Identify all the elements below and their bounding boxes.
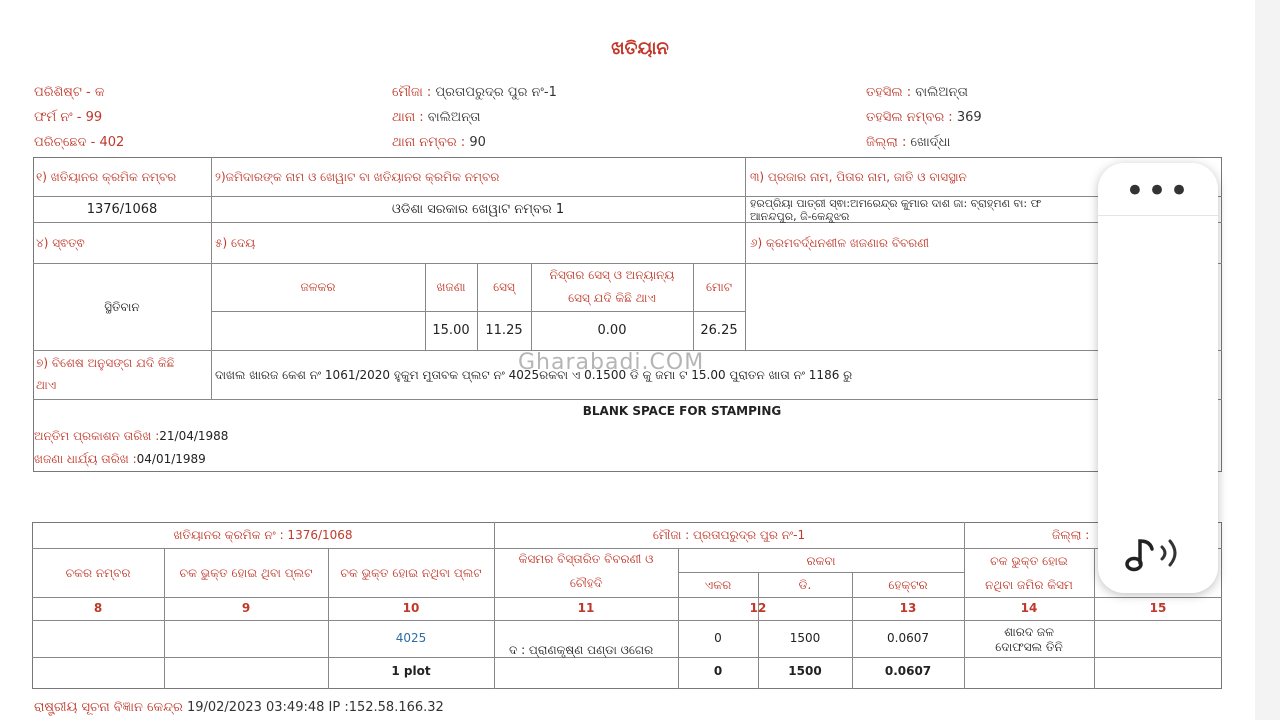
col-chaka-number: ଚକର ନମ୍ବର <box>65 566 131 580</box>
plot-description: ଦ : ପ୍ରାଣକୃଷ୍ଣ ପଣ୍ଡା ଓଗେର <box>509 643 654 657</box>
music-note-icon[interactable] <box>1118 533 1198 573</box>
header-form-no: ଫର୍ମ ନଂ - 99 <box>34 110 103 125</box>
col-nistar-line2: ସେସ୍ ଯଦି କିଛି ଥାଏ <box>568 291 656 305</box>
col-kisam-line1: କିସମର ବିସ୍ତାରିତ ବିବରଣୀ ଓ <box>518 552 654 566</box>
footer <box>34 700 444 715</box>
col-ses: ସେସ୍ <box>493 280 515 294</box>
total-plots: 1 plot <box>391 664 431 678</box>
plot-table-district: ଜିଲ୍ଲା : <box>1052 528 1090 542</box>
col-land-kisam-line2: ନଥିବା ଜମିର କିସମ <box>985 578 1073 592</box>
blank-space-label: BLANK SPACE FOR STAMPING <box>582 404 782 418</box>
col-decimal: ଡି. <box>798 578 812 592</box>
col-kisam-line2: ଚୌହଦି <box>569 576 603 590</box>
header-tahasil: ତହସିଲ : ବାଲିଅନ୍ତା <box>866 85 968 100</box>
header-parishishta: ପରିଶିଷ୍ଟ - କ <box>34 85 105 100</box>
col-number: 15 <box>1149 601 1167 615</box>
page-title: ଖତିୟାନ <box>611 38 669 59</box>
header-thana-number: ଥାନା ନମ୍ବର : 90 <box>392 135 486 150</box>
footer-timestamp: 19/02/2023 03:49:48 IP :152.58.166.32 <box>186 700 444 715</box>
acre-value: 0 <box>714 631 722 645</box>
mot-value: 26.25 <box>700 323 738 338</box>
col-mot: ମୋଟ <box>705 280 733 294</box>
col-acre: ଏକର <box>704 578 732 592</box>
screen-edge <box>1255 0 1280 720</box>
col-number: 11 <box>577 601 595 615</box>
col-deya-header: ୫) ଦେୟ <box>215 236 256 250</box>
khajana-value: 15.00 <box>432 323 470 338</box>
header-parichheda: ପରିଚ୍ଛେଦ - 402 <box>34 135 125 150</box>
swatwa-value: ସ୍ଥିତିବାନ <box>104 300 140 314</box>
panel-divider <box>1098 215 1218 216</box>
col-kramabardhana-header: ୬) କ୍ରମବର୍ଦ୍ଧନଶୀଳ ଖଜଣାର ବିବରଣୀ <box>750 236 929 250</box>
praja-value-line2: ଆନନ୍ଦପୁର, ଜି-କେନ୍ଦୁଝର <box>750 210 850 223</box>
khajana-assessment-date: ଖଜଣା ଧାର୍ଯ୍ୟ ତାରିଖ :04/01/1989 <box>34 452 206 466</box>
col-number: 8 <box>93 601 103 615</box>
col-khajana: ଖଜଣା <box>436 280 466 294</box>
final-publication-date: ଅନ୍ତିମ ପ୍ରକାଶନ ତାରିଖ :21/04/1988 <box>34 429 229 443</box>
col-khatiyan-number-header: ୧) ଖତିୟାନର କ୍ରମିକ ନମ୍ବର <box>36 170 177 184</box>
col-special-header-line1: ୭) ବିଶେଷ ଅନୁସଙ୍ଗ ଯଦି କିଛି <box>36 356 175 370</box>
col-number: 12 <box>749 601 767 615</box>
land-kisam-line2: ଦୋଫସଲ ତିନି <box>995 640 1063 654</box>
land-kisam-line1: ଶାରଦ ଜଳ <box>1004 625 1054 639</box>
zamindar-value: ଓଡିଶା ସରକାର ଖେୱାଟ ନମ୍ବର 1 <box>391 202 565 217</box>
plot-table-mouza: ମୌଜା : ପ୍ରତାପରୁଦ୍ର ପୁର ନଂ-1 <box>652 528 806 542</box>
col-plot-in-chaka: ଚକ ଭୁକ୍ତ ହୋଇ ଥିବା ପ୍ଲଟ <box>179 566 313 580</box>
col-number: 13 <box>899 601 917 615</box>
ses-value: 11.25 <box>485 323 523 338</box>
total-decimal: 1500 <box>788 664 822 678</box>
header-district: ଜିଲ୍ଲା : ଖୋର୍ଦ୍ଧା <box>866 135 951 150</box>
col-number: 9 <box>241 601 251 615</box>
floating-assistant-panel[interactable] <box>1098 163 1218 593</box>
nistar-value: 0.00 <box>597 323 627 338</box>
footer-label: ରାଷ୍ଟ୍ରୀୟ ସୂଚନା ବିଜ୍ଞାନ କେନ୍ଦ୍ର <box>34 700 183 715</box>
total-acre: 0 <box>713 664 723 678</box>
header-mouza: ମୌଜା : ପ୍ରତାପରୁଦ୍ର ପୁର ନଂ-1 <box>392 85 557 100</box>
col-swatwa-header: ୪) ସ୍ଵତ୍ଵ <box>36 236 85 250</box>
special-note: ଦାଖଲ ଖାରଜ କେଶ ନଂ 1061/2020 ହୁକୁମ ମୁତାବକ ପ୍ଲଟ ନଂ 4025ରକବା ଏ 0.1500 ଡି କୁ ଜମା ଟ 15.00 ପୁରାତନ ଖାତା ନଂ 1186 ରୁ <box>215 368 853 382</box>
hectare-value: 0.0607 <box>887 631 929 645</box>
header-thana: ଥାନା : ବାଲିଅନ୍ତା <box>392 110 481 125</box>
khatiyan-number: 1376/1068 <box>86 202 158 217</box>
col-land-kisam-line1: ଚକ ଭୁକ୍ତ ହୋଇ <box>990 554 1068 568</box>
col-praja-header: ୩) ପ୍ରଜାର ନାମ, ପିତାର ନାମ, ଜାତି ଓ ବାସସ୍ଥାନ <box>750 170 967 184</box>
more-horizontal-icon[interactable]: ••• <box>1124 171 1192 211</box>
plot-number-link[interactable]: 4025 <box>395 631 427 645</box>
col-zamindar-header: ୨)ଜମିଦାରଙ୍କ ନାମ ଓ ଖେୱାଟ ବା ଖତିୟାନର କ୍ରମିକ ନମ୍ବର <box>215 170 500 184</box>
col-hectare: ହେକ୍ଟର <box>888 578 928 592</box>
praja-value-line1: ହରପ୍ରିୟା ପାତ୍ରୀ ସ୍ଵା:ଅମରେନ୍ଦ୍ର କୁମାର ଦାଶ ଜା: ବ୍ରାହ୍ମଣ ବା: ଫ <box>750 197 1042 210</box>
col-number: 14 <box>1020 601 1038 615</box>
col-number: 10 <box>402 601 420 615</box>
col-plot-not-in-chaka: ଚକ ଭୁକ୍ତ ହୋଇ ନଥିବା ପ୍ଲଟ <box>340 566 482 580</box>
col-rakaba: ରକବା <box>806 554 836 568</box>
plot-table-khatiyan: ଖତିୟାନର କ୍ରମିକ ନଂ : 1376/1068 <box>173 528 353 542</box>
header-tahasil-number: ତହସିଲ ନମ୍ବର : 369 <box>866 110 982 125</box>
col-jalakara: ଜଳକର <box>300 280 336 294</box>
col-special-header-line2: ଥାଏ <box>36 378 57 392</box>
watermark: Gharabadi.COM <box>518 350 705 375</box>
total-hectare: 0.0607 <box>884 664 932 678</box>
decimal-value: 1500 <box>789 631 821 645</box>
col-nistar-line1: ନିସ୍ତାର ସେସ୍ ଓ ଅନ୍ୟାନ୍ୟ <box>549 268 675 282</box>
